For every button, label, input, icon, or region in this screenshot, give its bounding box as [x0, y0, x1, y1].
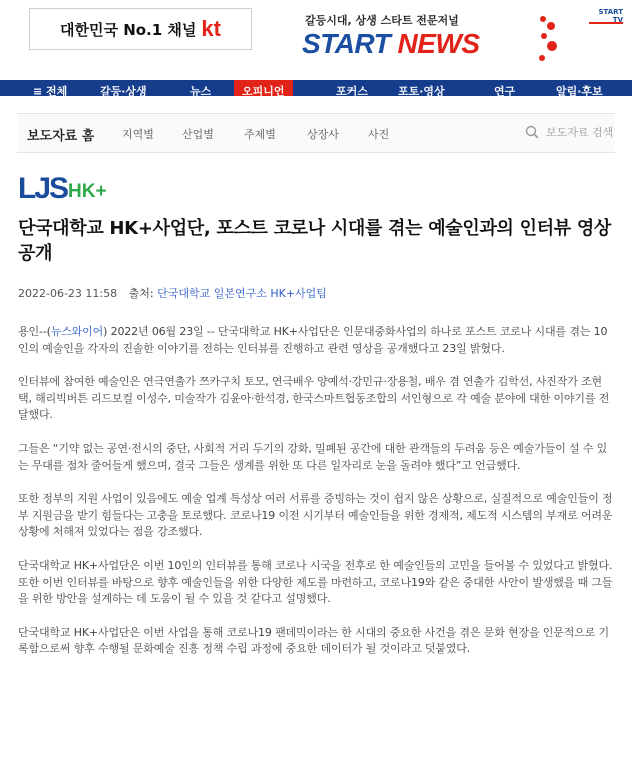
logo-dots-icon [536, 14, 558, 64]
brand-start: START [302, 28, 391, 59]
site-brand [302, 28, 480, 60]
source-link[interactable]: 단국대학교 일본연구소 HK+사업팀 [157, 287, 327, 300]
nav-item-all[interactable]: ≡ 전체 [33, 85, 68, 96]
kt-ad-text: 대한민국 No.1 채널 [60, 20, 197, 39]
org-logo-sub: HK+ [68, 181, 107, 202]
site-logo[interactable] [302, 8, 562, 64]
press-home-link[interactable]: 보도자료 홈 [27, 129, 95, 144]
press-link-listed[interactable]: 상장사 [307, 128, 339, 141]
organization-logo [18, 174, 107, 206]
kt-advertisement[interactable] [29, 8, 252, 50]
article-paragraph [18, 324, 614, 357]
site-tagline: 갈등시대, 상생 스타트 전문저널 [305, 14, 459, 27]
nav-item-opinion[interactable]: 오피니언 [234, 80, 293, 96]
article-paragraph: 인터뷰에 참여한 예술인은 연극연출가 쯔카구치 토모, 연극배우 양예석·강민규·장용철, 배우 겸 연출가 김학선, 사진작가 조현택, 해리빅버튼 리드보컬 이성수, 미술작가 김윤아·한석경, 한국스마트협동조합의 서인형으로 각 예술 분야에 대한 이야기를 전달했다. [18, 375, 610, 422]
top-banner [0, 0, 632, 76]
nav-item-research[interactable]: 연구 [494, 85, 516, 96]
source-label: 출처: [128, 287, 154, 300]
org-logo-main: LJS [18, 172, 68, 205]
article-paragraph: 또한 정부의 지원 사업이 있음에도 예술 업계 특성상 여러 서류를 증빙하는 것이 쉽지 않은 상황으로, 실질적으로 예술인들이 정부 지원금을 받기 힘들다는 고충을 토로했다. 코로나19 이전 시기부터 예술인들을 위한 경제적, 제도적 시스템의 부재로 어려운 상황에 처해져 있었다는 점을 강조했다. [18, 492, 613, 539]
start-tv-logo[interactable]: START TV [589, 8, 623, 24]
article-paragraph: 단국대학교 HK+사업단은 이번 10인의 인터뷰를 통해 코로나 시국을 전후로 한 예술인들의 고민을 들어볼 수 있었다고 밝혔다. 또한 이번 인터뷰를 바탕으로 향후 예술인들을 위한 다양한 제도를 마련하고, 코로나19와 같은 중대한 사안이 발생했을 때 그들을 위한 방안을 설계하는 데 도움이 될 수 있을 것 같다고 설명했다. [18, 558, 613, 606]
nav-item-notice[interactable]: 알림·후보 [556, 85, 603, 96]
nav-item-news[interactable]: 뉴스 [190, 85, 212, 96]
dateline-lead: 용인--( [18, 325, 51, 338]
press-link-photo[interactable]: 사진 [368, 128, 390, 141]
press-link-region[interactable]: 지역별 [122, 128, 154, 141]
press-search [525, 125, 626, 139]
nav-item-photo[interactable]: 포토·영상 [398, 85, 445, 96]
article-title: 단국대학교 HK+사업단, 포스트 코로나 시대를 겪는 예술인과의 인터뷰 영상 공개 [18, 218, 612, 264]
newswire-link[interactable]: 뉴스와이어 [50, 325, 104, 338]
brand-news: NEWS [397, 28, 480, 59]
nav-item-conflict[interactable]: 갈등·상생 [100, 85, 147, 96]
article-body [18, 324, 614, 675]
article-paragraph: 그들은 “기약 없는 공연·전시의 중단, 사회적 거리 두기의 강화, 밀폐된 공간에 대한 관객들의 두려움 등은 예술가들이 설 수 있는 무대를 점차 줄어들게 했으며, 결국 그들은 생계를 위한 또 다른 일자리로 눈을 돌려야 했다”고 언급했다. [18, 441, 608, 472]
press-search-input[interactable] [546, 126, 626, 139]
article-date: 2022-06-23 11:58 [18, 287, 118, 300]
article-paragraph: 단국대학교 HK+사업단은 이번 사업을 통해 코로나19 팬데믹이라는 한 시대의 중요한 사건을 겪은 문화 현장을 인문적으로 기록함으로써 향후 수행될 문화예술 진흥 정책 수립 과정에 중요한 데이터가 될 것이라고 덧붙였다. [18, 625, 609, 656]
press-link-topic[interactable]: 주제별 [244, 128, 276, 141]
article-meta [18, 285, 327, 301]
kt-logo: kt [201, 16, 221, 41]
main-nav [0, 76, 632, 96]
nav-bar [0, 80, 632, 96]
press-release-nav [17, 113, 615, 153]
nav-item-focus[interactable]: 포커스 [336, 85, 368, 96]
press-link-industry[interactable]: 산업별 [182, 128, 214, 141]
search-icon[interactable] [525, 125, 539, 139]
paragraph-text: ) 2022년 06월 23일 -- 단국대학교 HK+사업단은 인문대중화사업의 하나로 포스트 코로나 시대를 겪는 10인의 예술인을 각자의 진솔한 이야기를 전하는 인터뷰를 진행하고 관련 영상을 공개했다고 23일 밝혔다. [18, 325, 608, 355]
